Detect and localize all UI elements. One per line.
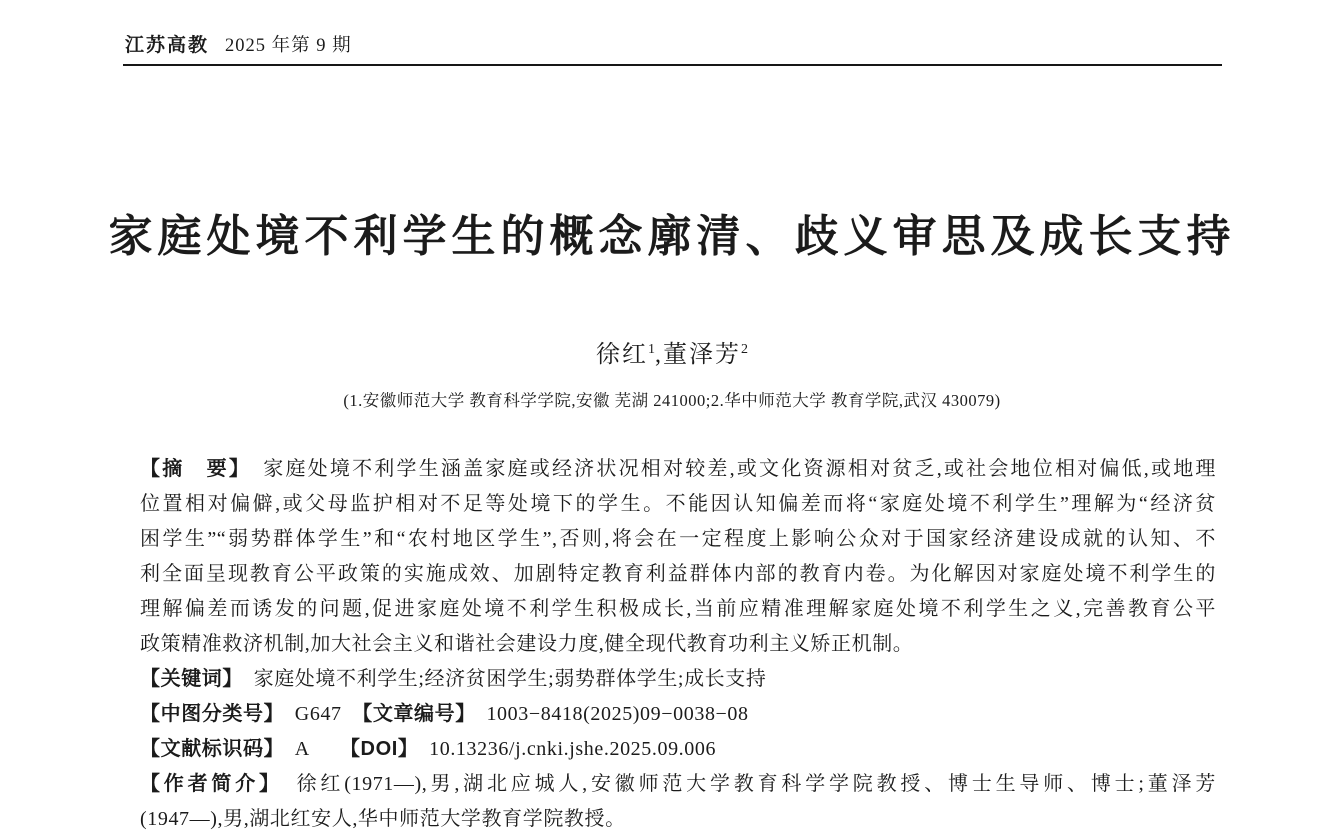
field-text: 10.13236/j.cnki.jshe.2025.09.006 <box>408 738 717 760</box>
field-text: 利全面呈现教育公平政策的实施成效、加剧特定教育利益群体内部的教育内卷。为化解因对家庭处境不利学生的 <box>140 563 1216 585</box>
field-label: 【摘 要】 <box>140 458 242 480</box>
front-matter-row <box>140 767 1216 802</box>
authors-line <box>0 334 1344 369</box>
field-label: 【中图分类号】 <box>140 703 275 725</box>
author-name-first: 徐红 <box>596 342 648 368</box>
field-label: 【文献标识码】 <box>140 738 275 760</box>
author-name-second: 董泽芳 <box>663 342 741 368</box>
front-matter-row <box>140 697 1216 732</box>
field-text: 家庭处境不利学生;经济贫困学生;弱势群体学生;成长支持 <box>233 668 767 690</box>
field-label: 【关键词】 <box>140 668 233 690</box>
field-text: 1003−8418(2025)09−0038−08 <box>465 703 749 725</box>
front-matter-row <box>140 627 1216 662</box>
article-title: 家庭处境不利学生的概念廓清、歧义审思及成长支持 <box>108 212 1236 261</box>
front-matter-row <box>140 557 1216 592</box>
front-matter-row <box>140 452 1216 487</box>
field-text: G647 <box>274 703 363 725</box>
field-text: 位置相对偏僻,或父母监护相对不足等处境下的学生。不能因认知偏差而将“家庭处境不利学生”理解为“经济贫 <box>140 493 1216 515</box>
journal-name: 江苏高教 <box>125 35 210 56</box>
field-text: 家庭处境不利学生涵盖家庭或经济状况相对较差,或文化资源相对贫乏,或社会地位相对偏低,或地理 <box>241 458 1216 480</box>
front-matter-row <box>140 802 1216 837</box>
front-matter-row <box>140 522 1216 557</box>
field-text: 理解偏差而诱发的问题,促进家庭处境不利学生积极成长,当前应精准理解家庭处境不利学生之义,完善教育公平 <box>140 598 1216 620</box>
issue-label: 2025 年第 9 期 <box>225 36 352 56</box>
field-label: 【作者简介】 <box>140 773 273 795</box>
field-text: (1947—),男,湖北红安人,华中师范大学教育学院教授。 <box>140 808 626 830</box>
field-text: A <box>274 738 350 760</box>
front-matter-row <box>140 487 1216 522</box>
author-separator: , <box>655 342 663 368</box>
field-text: 政策精准救济机制,加大社会主义和谐社会建设力度,健全现代教育功利主义矫正机制。 <box>140 633 914 655</box>
author-affil-mark-second: 2 <box>741 342 748 357</box>
author-affil-mark-first: 1 <box>648 342 655 357</box>
front-matter-row <box>140 732 1216 767</box>
affiliation-line: (1.安徽师范大学 教育科学学院,安徽 芜湖 241000;2.华中师范大学 教育学院,武汉 430079) <box>343 391 1001 410</box>
front-matter-row <box>140 662 1216 697</box>
header-rule <box>123 64 1222 66</box>
running-head <box>125 30 352 57</box>
field-text: 徐红(1971—),男,湖北应城人,安徽师范大学教育科学学院教授、博士生导师、博士;董泽芳 <box>272 773 1216 795</box>
field-label: 【DOI】 <box>349 738 409 760</box>
front-matter-row <box>140 592 1216 627</box>
front-matter <box>140 452 1216 837</box>
field-text: 困学生”“弱势群体学生”和“农村地区学生”,否则,将会在一定程度上影响公众对于国家经济建设成就的认知、不 <box>140 528 1216 550</box>
field-label: 【文章编号】 <box>362 703 466 725</box>
